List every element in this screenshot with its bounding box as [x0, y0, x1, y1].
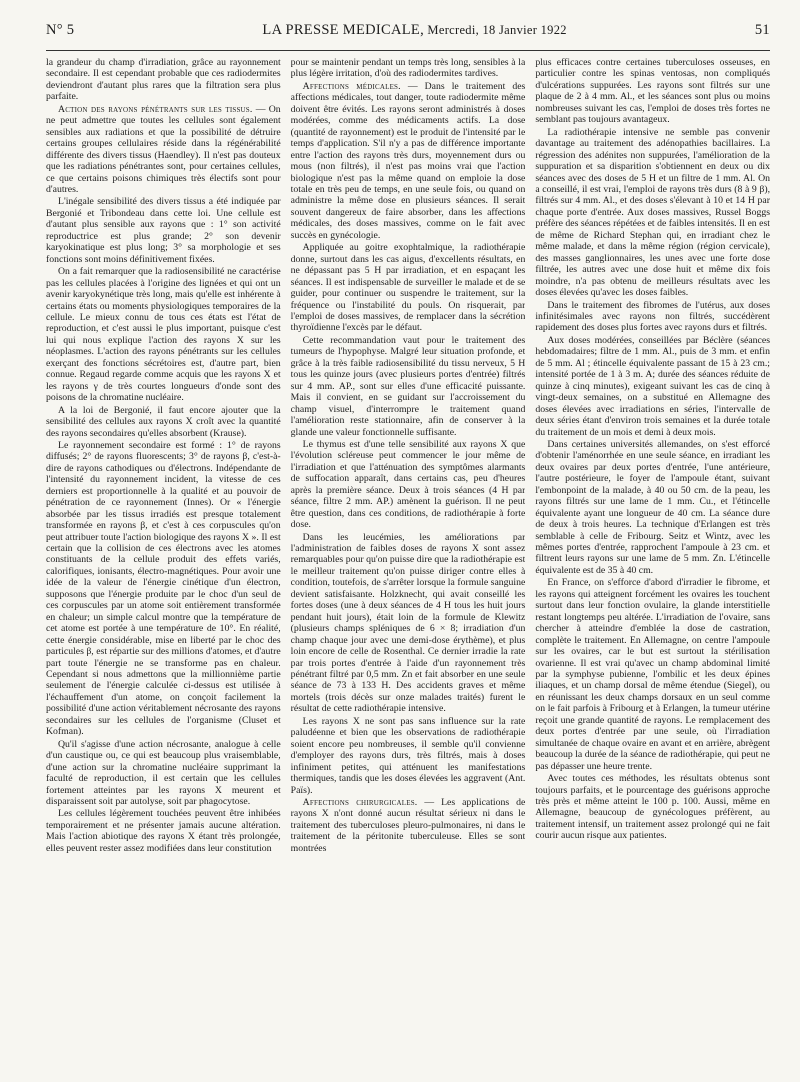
paragraph — [46, 405, 281, 439]
paragraph-text: L'inégale sensibilité des divers tissus a été indiquée par Bergonié et Tribondeau dans cette loi. Une cellule est d'autant plus sensible aux rayons que : 1° son activité reproductrice est plus grande; 2° son devenir karyokinatique est plus long; 3° sa morphologie et ses fonctions sont moins définitivement fixées. — [46, 196, 281, 265]
issue-date: Mercredi, 18 Janvier 1922 — [424, 23, 567, 37]
column-left — [46, 57, 281, 1072]
paragraph-text: En France, on s'efforce d'abord d'irradier le fibrome, et les rayons qui atteignent forcément les ovaires les touchent surtout dans leur fonction ovulaire, la glande interstitielle restant longtemps peu altérée. L'irradiation de l'ovaire, sans chercher à atteindre d'emblée la dose de castration, complète le traitement. En Allemagne, on centre l'ampoule sur les ovaires, car le but est surtout la stérilisation ovarienne. Il est vrai qu'avec un champ abdominal limité par la symphyse pubienne, l'ombilic et les deux épines iliaques, et un champ dorsal de même étendue (Siegel), ou en réunissant les deux champs dorsaux en un seul comme on le fait parfois à Fribourg et à Erlangen, la tumeur utérine reçoit une grande quantité de rayons. Le remplacement des deux portes d'entrée par une seule, où l'irradiation simultanée de chaque ovaire en avant et en arrière, abrègent beaucoup la durée de la séance de radiothérapie, qui peut ne pas dépasser une heure trente. — [535, 577, 770, 772]
paragraph-text: pour se maintenir pendant un temps très long, sensibles à la plus légère irritation, d'où des radiodermites tardives. — [290, 57, 526, 80]
journal-title: LA PRESSE MEDICALE, — [262, 22, 424, 38]
masthead — [262, 22, 566, 39]
paragraph-text: Dans les leucémies, les améliorations par l'administration de faibles doses de rayons X sont assez remarquables pour qu'on puisse dire que la radiothérapie est le meilleur traitement qu'on puisse diriger contre elles à condition, toutefois, de s'arrêter lorsque la formule sanguine devient satisfaisante. Holzknecht, qui avait conseillé les fortes doses (une à deux séances de 4 H tous les huit jours pendant huit jours), était loin de la formule de Klewitz (plusieurs champs spléniques de 6 × 8; irradiation d'un champ chaque jour avec une demi-dose érythème), et plus loin encore de celle de Rosenthal. Ce dernier irradie la rate par trois portes d'entrée à l'aide d'un rayonnement très pénétrant filtré par 0,5 mm. Zn et fait absorber en une seule séance de 73 à 133 H. Des accidents graves et même mortels (trois décès sur onze malades traités) furent le résultat de cette radiothérapie intensive. — [290, 531, 526, 715]
paragraph — [291, 242, 526, 334]
paragraph-text: — On ne peut admettre que toutes les cellules sont également sensibles aux radiations et que la possibilité de détruire certains groupes cellulaires réside dans la régénérabilité différente des divers tissus (Haendley). Il n'est pas douteux que les radiations pénétrantes sont, pour certaines cellules, ce que certains poisons chimiques très électifs sont pour d'autres. — [46, 103, 281, 195]
section-heading: Action des rayons pénétrants sur les tissus. — [58, 103, 253, 115]
paragraph — [46, 104, 281, 196]
paragraph — [291, 716, 526, 796]
paragraph — [535, 773, 770, 842]
paragraph-text: Le rayonnement secondaire est formé : 1° de rayons diffusés; 2° de rayons fluorescents; 3° de rayons β, c'est-à-dire de rayons cathodiques ou d'électrons. Indépendante de l'intensité du rayonnement incident, la vitesse de ces derniers est proportionnelle à la qualité et au pouvoir de pénétration de ce rayonnement (Innes). Or « l'énergie absorbée par les tissus irradiés est presque totalement transformée en rayons β, et c'est à ces corpuscules qu'on peut attribuer toute l'action biologique des rayons X ». Il est certain que la collision de ces électrons avec les atomes constituants de la cellule produit des effets variés, calorifiques, ionisants, électro-magnétiques. Pour avoir une idée de la valeur de l'énergie cinétique d'un électron, supposons que l'énergie produite par le choc d'un seul de ces corpuscules par un atome soit entièrement transformée en chaleur; un simple calcul montre que la température de cet atome est portée à une température de 10°. En réalité, cette énergie considérable, mise en liberté par le choc des particules β, est répartie sur des millions d'atomes, et d'autre part toute l'énergie ne se transforme pas en chaleur. Cependant si nous admettons que la millionnième partie seulement de l'énergie calculée ci-dessus est utilisée à l'échauffement d'un atome, on conçoit facilement la possibilité d'une action véritablement nécrosante des rayons secondaires sur les cellules de l'organisme (Cluset et Kofman). — [46, 439, 281, 738]
paragraph-text: La radiothérapie intensive ne semble pas convenir davantage au traitement des adénopathies bacillaires. La régression des adénites non suppurées, l'amélioration de la suppuration et sa disparition s'obtiennent en deux ou dix séances avec des doses de 5 H et un filtre de 1 mm. Al. On a conseillé, il est vrai, l'emploi de rayons très durs (8 à 9 β), filtrés sur 4 mm. Al., et des doses s'élevant à 10 et 14 H par chaque porte d'entrée. Aux doses massives, Russel Boggs préfère des séances répétées et de faibles intensités. Il en est de même de Richard Stephan qui, en irradiant chez le même malade, et dans la même région (région cervicale), des masses ganglionnaires, les unes avec une forte dose filtrée, les autres avec une dose huit et même dix fois moindre, n'a pas obtenu de meilleurs résultats avec les doses élevées qu'avec les doses faibles. — [535, 126, 770, 299]
paragraph — [535, 127, 770, 299]
paragraph — [46, 196, 281, 265]
paragraph-text: Qu'il s'agisse d'une action nécrosante, analogue à celle d'un caustique ou, ce qui est beaucoup plus vraisemblable, d'une action sur la chromatine nucléaire supprimant la faculté de reproduction, il est certain que les cellules fortement atteintes par les rayons X meurent et disparaissent soit par autolyse, soit par phagocytose. — [46, 738, 281, 807]
paragraph — [46, 57, 281, 103]
paragraph-text: Le thymus est d'une telle sensibilité aux rayons X que l'évolution scléreuse peut commencer le jour même de l'irradiation et que l'atténuation des symptômes alarmants de suffocation apparaît, dans certains cas, peu d'heures après la première séance. Deux à trois séances (4 H par séance, filtre 2 mm. AP.) amènent la guérison. Il ne peut être question, dans ces conditions, de radiothérapie à forte dose. — [290, 438, 526, 531]
column-right — [535, 57, 770, 1072]
paragraph-text: Aux doses modérées, conseillées par Béclère (séances hebdomadaires; filtre de 1 mm. Al., puis de 3 mm. et enfin de 5 mm. Al ; étincelle équivalente passant de 15 à 23 cm.; intensité portée de 1 à 3 m. A; durée des séances réduite de quinze à cinq minutes), exigeant suivant les cas de cinq à vingt-deux semaines, on a substitué en Allemagne des doses élevées avec irradiations en séries, l'intervalle de deux séries étant d'environ trois semaines et la durée totale du traitement de un mois et demi à deux mois. — [535, 334, 770, 438]
section-heading: Affections chirurgicales. — [302, 797, 418, 808]
paragraph — [46, 266, 281, 403]
issue-number: N° 5 — [46, 22, 75, 38]
paragraph — [291, 57, 526, 80]
paragraph-text: plus efficaces contre certaines tuberculoses osseuses, en particulier contre les spinas ventosas, non compliqués d'ulcérations suppurées. Les rayons sont filtrés sur une plaque de 2 à 4 mm. Al., et les séances sont plus ou moins nombreuses suivant les cas, l'emploi de doses très fortes ne semblant pas toujours avantageux. — [535, 57, 770, 126]
paragraph-text: Les cellules légèrement touchées peuvent être inhibées temporairement et ne présenter jamais aucune altération. Mais l'action abiotique des rayons X étant très prolongée, elles peuvent rester assez modifiées dans leur constitution — [46, 808, 281, 854]
paragraph — [535, 57, 770, 126]
paragraph — [535, 439, 770, 576]
paragraph-text: Dans le traitement des fibromes de l'utérus, aux doses infinitésimales avec rayons non filtrés, succédèrent rapidement des doses plus fortes avec rayons durs et filtrés. — [535, 299, 770, 334]
article-columns — [46, 57, 770, 1072]
paragraph — [291, 81, 526, 241]
paragraph — [46, 808, 281, 854]
paragraph-text: — Dans le traitement des affections médicales, tout danger, toute radiodermite même doivent être évités. Les rayons seront administrés à doses modérées, comme des médicaments actifs. La dose (quantité de rayonnement) est le produit de l'intensité par le temps d'application. S'il n'y a pas de différence importante entre l'action des rayons très durs, moyennement durs ou mous (non filtrés), il n'est pas moins vrai que l'action biologique n'est pas la même quand on emploie la dose totale en très peu de temps, en une seule fois, ou quand on administre la même dose en plusieurs séances. Il serait souvent dangereux de faire absorber, dans les affections médicales, des doses massives, comme on le fait avec succès en gynécologie. — [290, 80, 526, 241]
paragraph — [535, 300, 770, 334]
paragraph-text: Avec toutes ces méthodes, les résultats obtenus sont toujours parfaits, et le pourcentage des guérisons approche très près et même atteint le 100 p. 100. Aussi, même en Allemagne, beaucoup de gynécologues préfèrent, au traitement intensif, un traitement assez prolongé qui ne fait courir aucun risque aux patientes. — [535, 773, 770, 842]
paragraph-text: On a fait remarquer que la radiosensibilité ne caractérise pas les cellules placées à l'origine des lignées et qui ont un avenir karyokynétique très long, mais qu'elle est inhérente à certains états ou moments physiologiques temporaires de la cellule. Le mieux connu de tous ces états est l'état de reproduction, et c'est aussi le plus important, puisque c'est lui qui nous explique l'action des rayons X sur les néoplasmes. L'action des rayons pénétrants sur les cellules exerçant des fonctions sécrétoires est, d'autre part, bien connue. Regaud regarde comme acquis que les rayons X et les rayons γ de très courtes longueurs d'onde sont des poisons de la chromatine nucléaire. — [46, 266, 281, 404]
paragraph — [535, 577, 770, 772]
paragraph — [46, 739, 281, 808]
paragraph — [291, 532, 526, 715]
paragraph-text: Les rayons X ne sont pas sans influence sur la rate paludéenne et bien que les observations de radiothérapie soient encore peu nombreuses, il semble qu'il convienne d'employer des rayons durs, très filtrés, mais à doses infiniment petites, qui atténuent les manifestations thermiques, tandis que les doses élevées les aggravent (Ant. Païs). — [290, 715, 526, 796]
paragraph — [46, 440, 281, 738]
paragraph-text: — Les applications de rayons X n'ont donné aucun résultat sérieux ni dans le traitement des tuberculoses pleuro-pulmonaires, ni dans le traitement de la péritonite tuberculeuse. Elles se sont montrées — [290, 797, 526, 854]
header-rule — [46, 50, 770, 51]
column-middle — [291, 57, 526, 1072]
page-header — [46, 22, 770, 42]
paragraph — [291, 797, 526, 854]
paragraph — [535, 335, 770, 438]
paragraph-text: Appliquée au goitre exophtalmique, la radiothérapie donne, surtout dans les cas aigus, d'excellents résultats, en ne dépassant pas 5 H par irradiation, et en espaçant les séances. Il est indispensable de surveiller le malade et de se guider, pour continuer ou suspendre le traitement, sur la fréquence ou l'instabilité du pouls. On risquerait, par l'emploi de doses massives, de remplacer dans la sécrétion thyroïdienne l'excès par le défaut. — [290, 242, 526, 334]
paragraph-text: A la loi de Bergonié, il faut encore ajouter que la sensibilité des cellules aux rayons X croît avec la quantité des rayons secondaires qu'elles absorbent (Krause). — [46, 404, 281, 439]
paragraph-text: Dans certaines universités allemandes, on s'est efforcé d'obtenir l'aménorrhée en une seule séance, en irradiant les deux ovaires par deux portes d'entrée, l'une antérieure, l'autre postérieure, le foyer de l'ampoule étant, suivant l'embonpoint de la malade, à 40 ou 50 cm. de la peau, les rayons filtrés sur une lame de 1 mm. Cu., et l'étincelle équivalente ayant une longueur de 40 cm. La séance dure de deux à trois heures. La technique d'Erlangen est très semblable à celle de Fribourg. Seitz et Wintz, avec les mêmes portes d'entrée, rapprochent l'ampoule à 23 cm. et filtrent leurs rayons sur une lame de 5 mm. Zn. L'étincelle équivalente est de 35 à 40 cm. — [535, 438, 770, 576]
paragraph-text: la grandeur du champ d'irradiation, grâce au rayonnement secondaire. Il est cependant probable que ces radiodermites deviendront d'autant plus rares que la filtration sera plus parfaite. — [46, 57, 281, 103]
paragraph — [291, 439, 526, 531]
page-number: 51 — [754, 22, 770, 38]
section-heading: Affections médicales. — [302, 80, 401, 92]
paragraph-text: Cette recommandation vaut pour le traitement des tumeurs de l'hypophyse. Malgré leur situation profonde, et grâce à la très faible radiosensibilité du tissu nerveux, 5 H tous les quinze jours (avec plusieurs portes d'entrée) filtrés sur 4 mm. AP., sont sur elles d'une efficacité puissante. Mais il convient, en se guidant sur l'accroissement du champ visuel, d'interrompre le traitement quand l'amélioration reste stationnaire, afin de conserver à la glande une valeur fonctionnelle suffisante. — [290, 334, 526, 438]
paragraph — [291, 335, 526, 438]
